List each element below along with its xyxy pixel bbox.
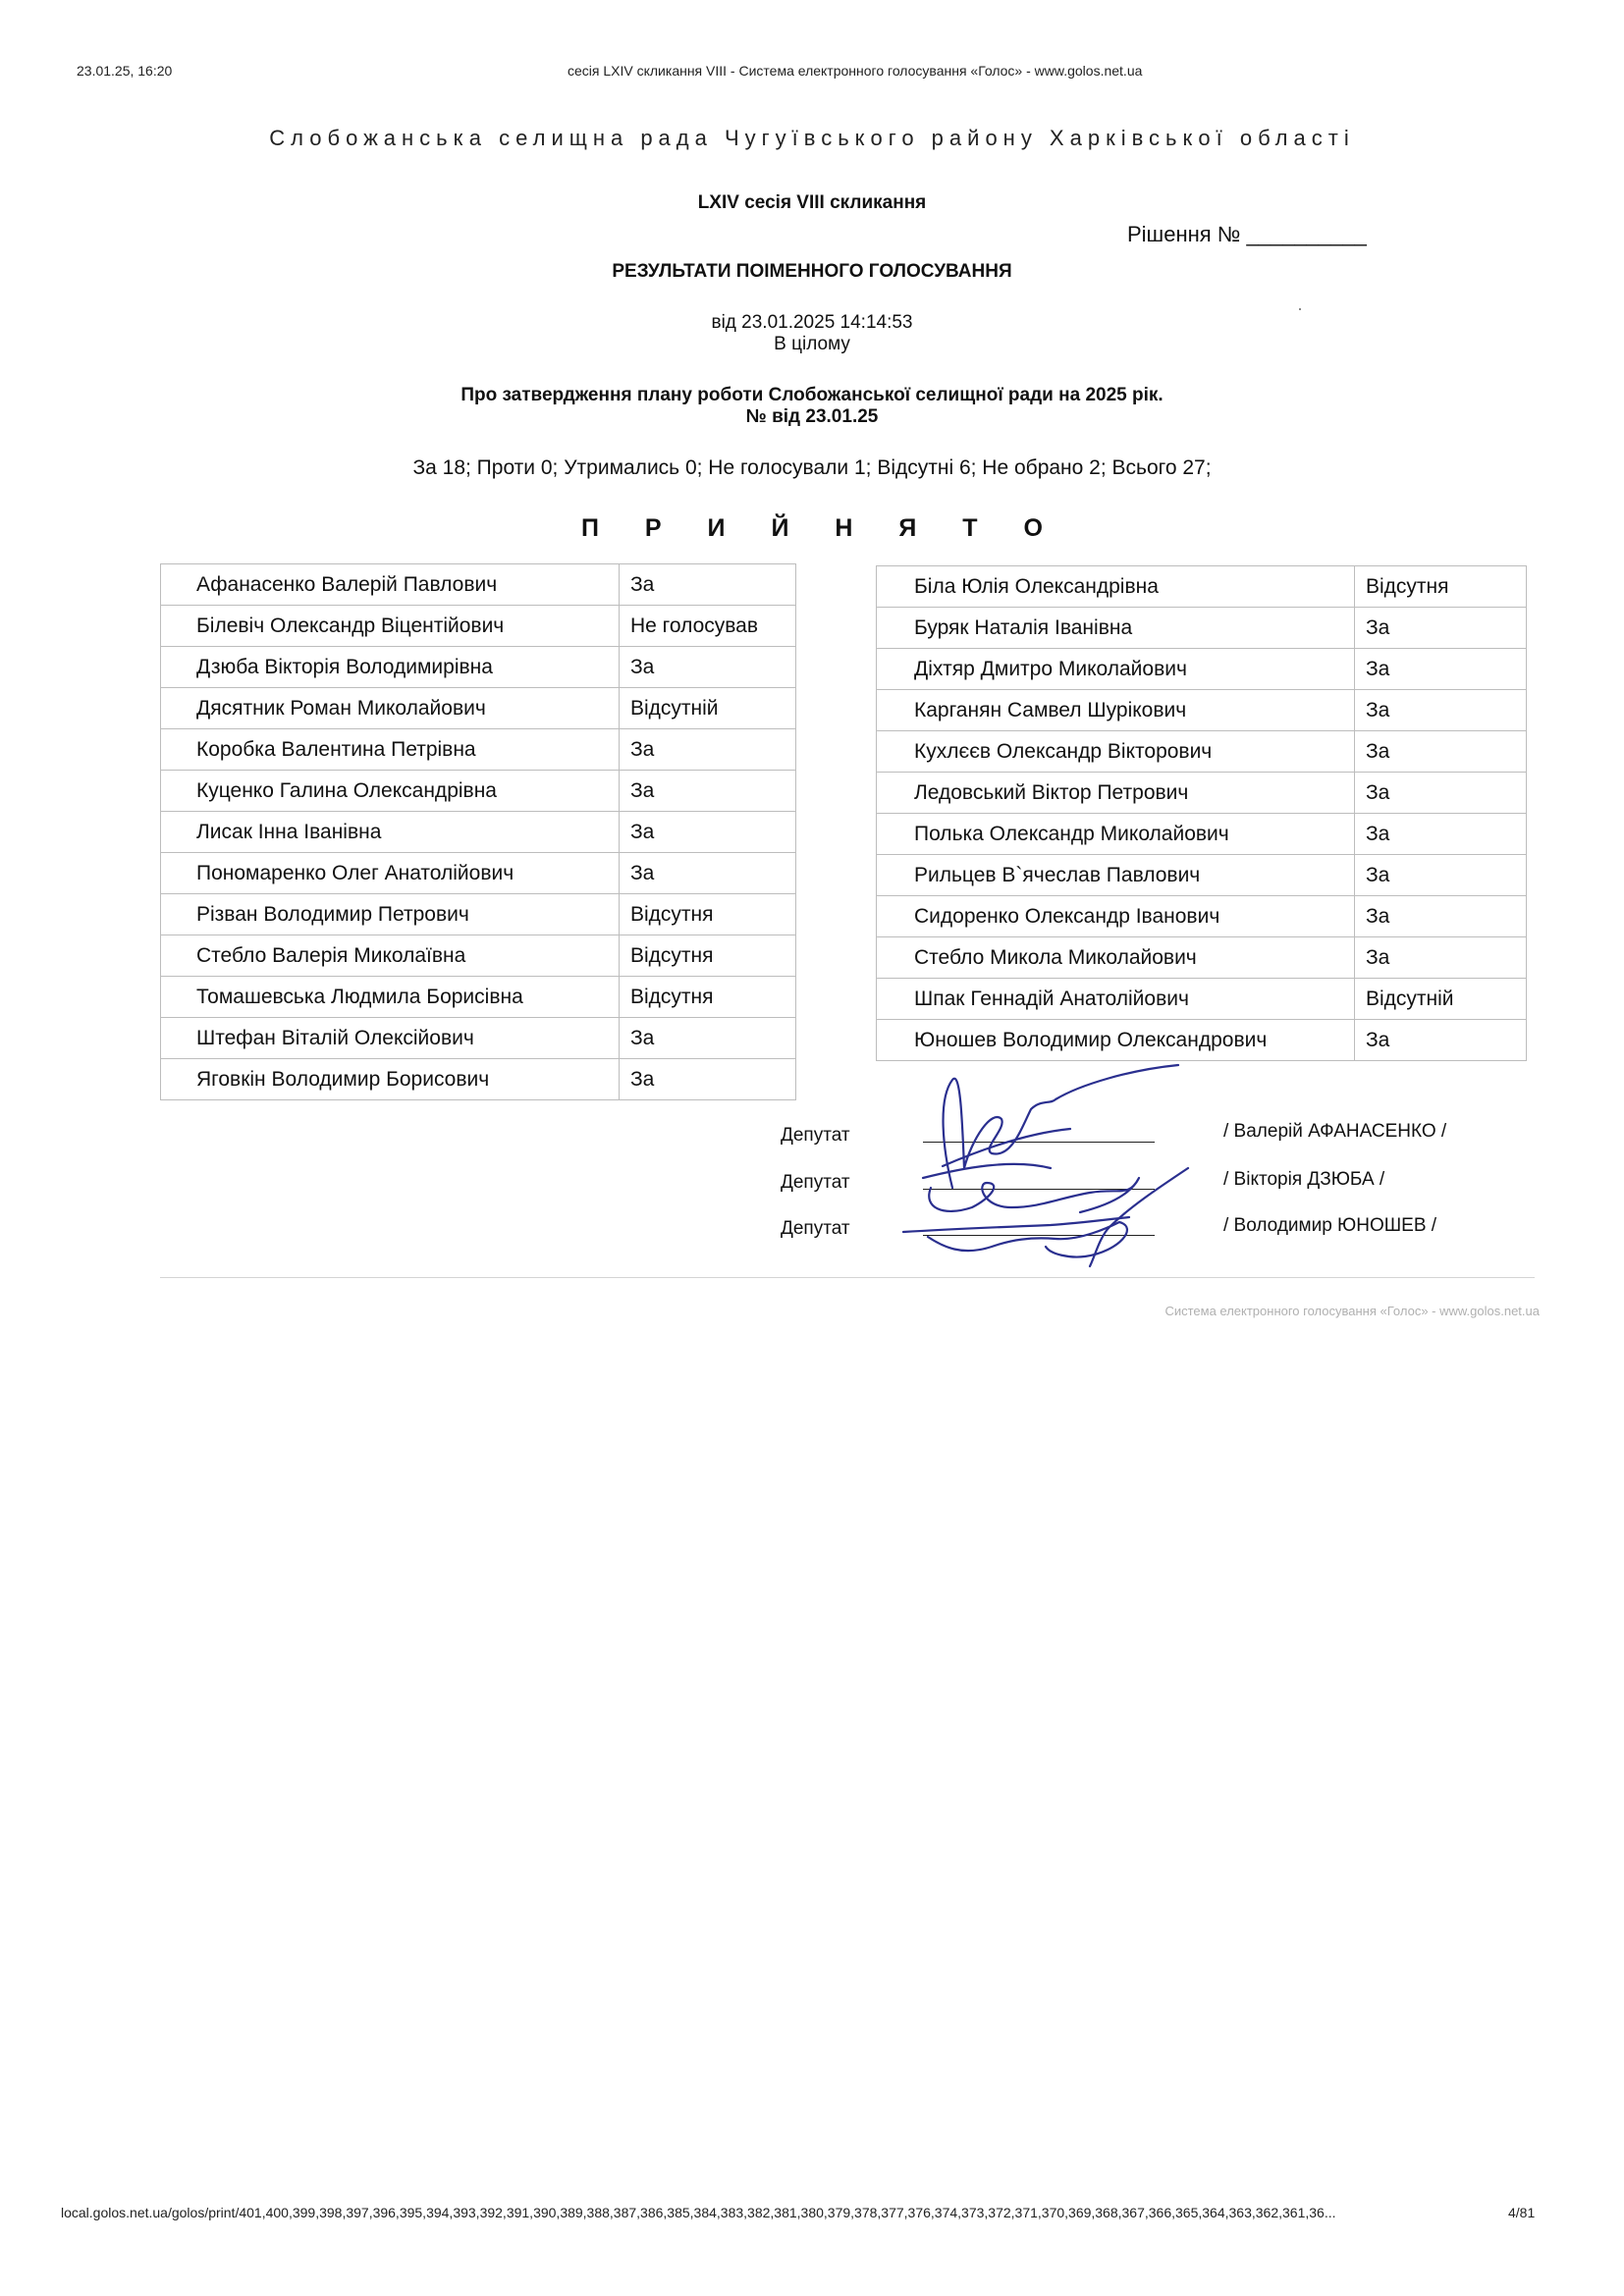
signature-name-3: / Володимир ЮНОШЕВ / (1223, 1215, 1437, 1236)
deputy-name: Сидоренко Олександр Іванович (877, 896, 1355, 937)
vote-value: Відсутній (1355, 979, 1527, 1020)
deputy-name: Карганян Самвел Шурікович (877, 690, 1355, 731)
signature-stroke-1 (944, 1065, 1178, 1188)
vote-value: За (620, 729, 796, 771)
vote-row (161, 853, 796, 894)
deputy-name: Ледовський Віктор Петрович (877, 773, 1355, 814)
votes-table-right (876, 565, 1527, 1061)
vote-value: Відсутня (620, 977, 796, 1018)
vote-row (161, 647, 796, 688)
vote-value: За (1355, 937, 1527, 979)
vote-row (161, 564, 796, 606)
results-title: РЕЗУЛЬТАТИ ПОІМЕННОГО ГОЛОСУВАННЯ (612, 261, 1012, 282)
result-status: П Р И Й Н Я Т О (581, 514, 1062, 542)
vote-value: За (1355, 690, 1527, 731)
handwritten-signatures (884, 1060, 1218, 1286)
vote-row (877, 896, 1527, 937)
subject-number: № від 23.01.25 (745, 406, 879, 427)
deputy-name: Біла Юлія Олександрівна (877, 566, 1355, 608)
deputy-name: Різван Володимир Петрович (161, 894, 620, 935)
vote-row (877, 1020, 1527, 1061)
vote-row (161, 729, 796, 771)
votes-table-left (160, 563, 796, 1100)
print-timestamp: 23.01.25, 16:20 (77, 63, 173, 79)
vote-row (877, 649, 1527, 690)
vote-value: За (620, 1018, 796, 1059)
vote-row (161, 771, 796, 812)
footer-divider (160, 1277, 1535, 1278)
signature-name-2: / Вікторія ДЗЮБА / (1223, 1169, 1385, 1190)
vote-row (161, 1018, 796, 1059)
vote-value: За (1355, 855, 1527, 896)
vote-value: За (620, 812, 796, 853)
deputy-name: Кухлєєв Олександр Вікторович (877, 731, 1355, 773)
signature-role-3: Депутат (781, 1218, 850, 1239)
vote-value: За (620, 853, 796, 894)
print-url: local.golos.net.ua/golos/print/401,400,399,398,397,396,395,394,393,392,391,390,389,388,387,386,385,384,383,382,381,380,379,378,377,376,374,373,372,371,370,369,368,367,366,365,364,363,362,361,36... (61, 2205, 1336, 2220)
vote-value: Не голосував (620, 606, 796, 647)
deputy-name: Юношев Володимир Олександрович (877, 1020, 1355, 1061)
decision-number: Рішення № __________ (1127, 222, 1367, 246)
vote-value: За (620, 771, 796, 812)
deputy-name: Коробка Валентина Петрівна (161, 729, 620, 771)
vote-row (161, 977, 796, 1018)
deputy-name: Діхтяр Дмитро Миколайович (877, 649, 1355, 690)
vote-value: Відсутня (1355, 566, 1527, 608)
vote-date: від 23.01.2025 14:14:53 (711, 312, 913, 333)
deputy-name: Афанасенко Валерій Павлович (161, 564, 620, 606)
deputy-name: Шпак Геннадій Анатолійович (877, 979, 1355, 1020)
vote-value: За (1355, 649, 1527, 690)
vote-value: Відсутня (620, 935, 796, 977)
vote-value: За (1355, 1020, 1527, 1061)
vote-row (877, 773, 1527, 814)
scan-speck (1299, 308, 1301, 310)
session-title: LXIV сесія VIII скликання (697, 192, 927, 213)
vote-row (877, 855, 1527, 896)
vote-row (877, 608, 1527, 649)
vote-value: За (1355, 731, 1527, 773)
deputy-name: Штефан Віталій Олексійович (161, 1018, 620, 1059)
deputy-name: Рильцев В`ячеслав Павлович (877, 855, 1355, 896)
vote-row (877, 566, 1527, 608)
deputy-name: Томашевська Людмила Борисівна (161, 977, 620, 1018)
signature-role-1: Депутат (781, 1125, 850, 1146)
vote-value: За (1355, 896, 1527, 937)
vote-row (161, 812, 796, 853)
subject-title: Про затвердження плану роботи Слобожанської селищної ради на 2025 рік. (460, 385, 1164, 405)
vote-row (161, 935, 796, 977)
vote-value: За (1355, 608, 1527, 649)
vote-value: За (620, 1059, 796, 1100)
vote-value: За (620, 564, 796, 606)
deputy-name: Пономаренко Олег Анатолійович (161, 853, 620, 894)
signature-stroke-3 (929, 1178, 1139, 1212)
deputy-name: Стебло Валерія Миколаївна (161, 935, 620, 977)
vote-value: За (620, 647, 796, 688)
subject-block (0, 385, 1624, 428)
vote-row (161, 894, 796, 935)
deputy-name: Куценко Галина Олександрівна (161, 771, 620, 812)
vote-row (161, 688, 796, 729)
vote-totals: За 18; Проти 0; Утримались 0; Не голосували 1; Відсутні 6; Не обрано 2; Всього 27; (412, 456, 1212, 479)
deputy-name: Стебло Микола Миколайович (877, 937, 1355, 979)
vote-row (161, 606, 796, 647)
vote-row (877, 731, 1527, 773)
page-number: 4/81 (1508, 2205, 1536, 2220)
vote-value: За (1355, 814, 1527, 855)
deputy-name: Дясятник Роман Миколайович (161, 688, 620, 729)
deputy-name: Буряк Наталія Іванівна (877, 608, 1355, 649)
vote-row (877, 979, 1527, 1020)
vote-value: Відсутня (620, 894, 796, 935)
vote-mode: В цілому (774, 334, 850, 354)
deputy-name: Полька Олександр Миколайович (877, 814, 1355, 855)
vote-row (161, 1059, 796, 1100)
deputy-name: Яговкін Володимир Борисович (161, 1059, 620, 1100)
signature-name-1: / Валерій АФАНАСЕНКО / (1223, 1121, 1447, 1142)
vote-row (877, 814, 1527, 855)
vote-row (877, 690, 1527, 731)
vote-date-block (0, 312, 1624, 355)
vote-value: За (1355, 773, 1527, 814)
deputy-name: Дзюба Вікторія Володимирівна (161, 647, 620, 688)
system-note: Система електронного голосування «Голос» - www.golos.net.ua (1164, 1304, 1540, 1318)
organization-title: Слобожанська селищна рада Чугуївського району Харківської області (269, 126, 1355, 150)
deputy-name: Лисак Інна Іванівна (161, 812, 620, 853)
deputy-name: Білевіч Олександр Віцентійович (161, 606, 620, 647)
signature-role-2: Депутат (781, 1172, 850, 1193)
vote-value: Відсутній (620, 688, 796, 729)
print-system-title: сесія LXIV скликання VIII - Система електронного голосування «Голос» - www.golos.net.ua (568, 63, 1143, 79)
vote-row (877, 937, 1527, 979)
